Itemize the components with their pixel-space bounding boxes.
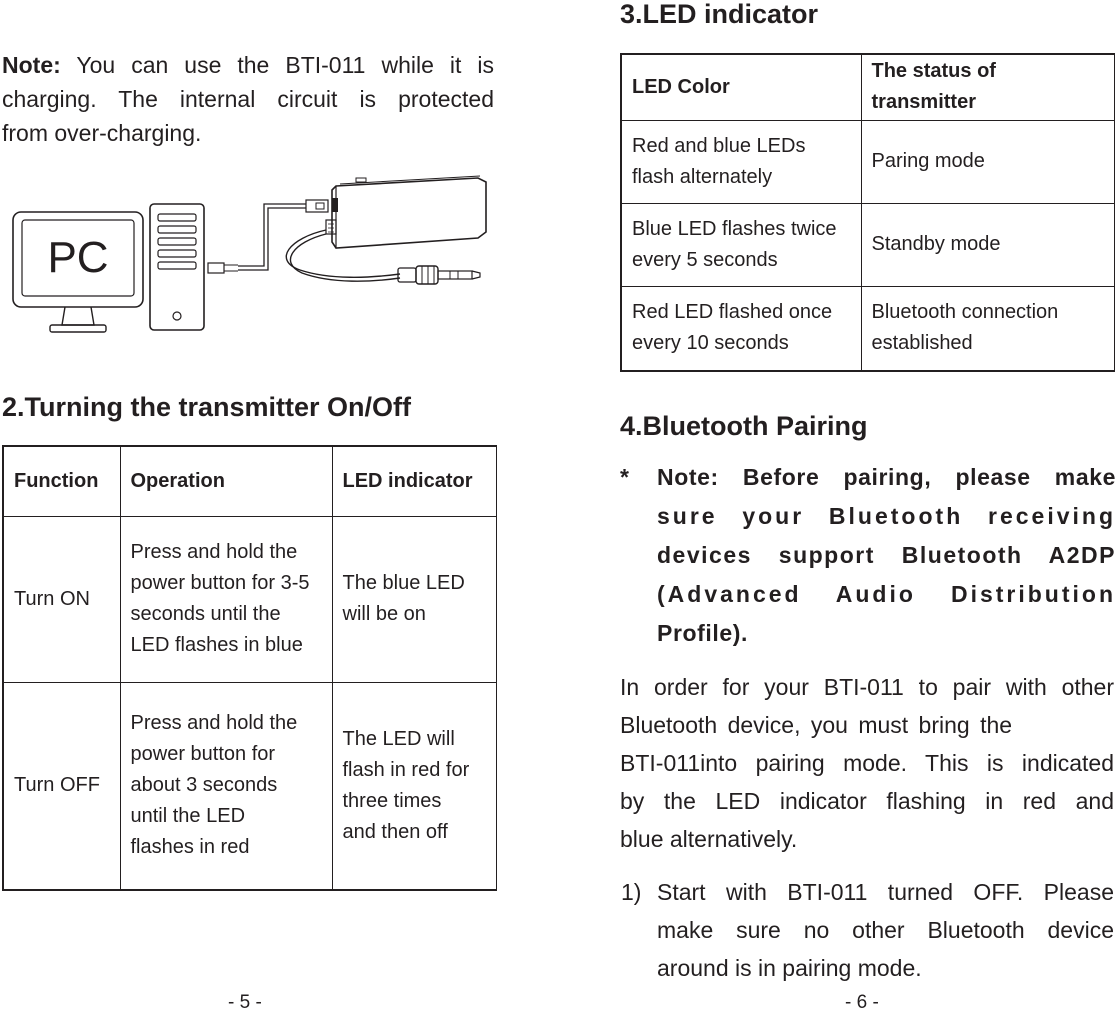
text-line: power button for 3-5 <box>130 572 310 594</box>
section-4-heading: 4.Bluetooth Pairing <box>620 411 868 441</box>
row-function-turn-off: Turn OFF <box>3 682 120 890</box>
led-indicator-table <box>620 53 1115 372</box>
text-line: LED flashes in blue <box>130 634 303 656</box>
pairing-intro-paragraph <box>620 668 1114 858</box>
note-line-2: charging. The internal circuit is protected <box>2 86 494 112</box>
text-line: Start with BTI-011 turned OFF. Please <box>657 879 1114 905</box>
table-row <box>621 120 1114 203</box>
text-line: flashes in red <box>130 836 250 859</box>
note-line-3: from over-charging. <box>2 120 202 146</box>
header-transmitter-status <box>861 54 1114 120</box>
usb-cable-icon <box>208 200 328 273</box>
row-led-color <box>621 286 861 371</box>
text-line: Red and blue LEDs <box>632 134 806 157</box>
text-line: power button for <box>130 743 276 766</box>
text-line: The blue LED <box>342 572 465 594</box>
header-function: Function <box>3 446 120 516</box>
text-line: BTI-011into pairing mode. This is indicated <box>620 750 1114 776</box>
text-line: In order for your BTI-011 to pair with other <box>620 674 1114 700</box>
audio-cable-icon <box>286 220 480 284</box>
text-line: every 5 seconds <box>632 248 778 271</box>
text-line: Red LED flashed once <box>632 301 833 324</box>
text-line: Bluetooth device, you must bring the <box>620 712 1013 738</box>
onoff-table-header-row <box>3 446 496 516</box>
text-line: make sure no other Bluetooth device <box>657 917 1114 943</box>
text-line: Note: Before pairing, please make <box>657 464 1116 490</box>
section-2-heading: 2.Turning the transmitter On/Off <box>2 392 412 422</box>
page-number-right: - 6 - <box>845 992 879 1013</box>
text-line: about 3 seconds <box>130 774 278 797</box>
led-table-header-row <box>621 54 1114 120</box>
text-line: transmitter <box>871 91 976 114</box>
text-line: The LED will <box>342 727 455 750</box>
text-line: by the LED indicator flashing in red and <box>620 788 1114 814</box>
row-led <box>332 682 496 890</box>
page-number-left: - 5 - <box>228 992 262 1013</box>
header-led-indicator: LED indicator <box>332 446 496 516</box>
note-line-1-text: You can use the BTI-011 while it is <box>76 52 494 78</box>
text-line: around is in pairing mode. <box>657 955 922 981</box>
table-row <box>3 516 496 682</box>
row-status: Standby mode <box>861 203 1114 286</box>
text-line: until the LED <box>130 805 246 828</box>
text-line: Profile). <box>657 620 749 646</box>
computer-tower-icon <box>150 204 204 330</box>
text-line: Press and hold the <box>130 712 298 735</box>
table-row <box>621 286 1114 371</box>
row-status: Paring mode <box>861 120 1114 203</box>
text-line: established <box>871 332 973 355</box>
header-led-color: LED Color <box>621 54 861 120</box>
text-line: blue alternatively. <box>620 826 798 852</box>
text-line: Bluetooth connection <box>871 301 1059 324</box>
text-line: seconds until the <box>130 603 281 625</box>
table-row <box>3 682 496 890</box>
text-line: devices support Bluetooth A2DP <box>657 542 1116 568</box>
row-led <box>332 516 496 682</box>
text-line: every 10 seconds <box>632 332 789 355</box>
text-line: (Advanced Audio Distribution <box>657 581 1116 607</box>
section-3-heading: 3.LED indicator <box>620 0 819 29</box>
text-line: flash in red for <box>342 758 470 781</box>
row-function-turn-on: Turn ON <box>3 516 120 682</box>
pairing-note-text <box>657 458 1116 653</box>
monitor-label: PC <box>47 233 109 282</box>
text-line: will be on <box>342 603 426 625</box>
text-line: The status of <box>871 60 996 83</box>
monitor-icon <box>13 212 143 332</box>
row-led-color <box>621 120 861 203</box>
pc-connection-illustration <box>10 170 490 340</box>
note-label: Note: <box>2 52 61 78</box>
row-led-color <box>621 203 861 286</box>
note-line-1 <box>2 48 494 82</box>
text-line: flash alternately <box>632 165 773 188</box>
text-line: Press and hold the <box>130 541 298 563</box>
onoff-table <box>2 445 497 891</box>
text-line: sure your Bluetooth receiving <box>657 503 1116 529</box>
transmitter-device-icon <box>332 176 486 248</box>
text-line: and then off <box>342 820 448 843</box>
row-operation <box>120 682 332 890</box>
row-operation <box>120 516 332 682</box>
note-asterisk: * <box>620 464 629 490</box>
header-operation: Operation <box>120 446 332 516</box>
text-line: three times <box>342 789 442 812</box>
table-row <box>621 203 1114 286</box>
row-status <box>861 286 1114 371</box>
step-1-text <box>657 873 1114 987</box>
text-line: Blue LED flashes twice <box>632 217 837 240</box>
note-paragraph <box>2 48 494 150</box>
step-1-number: 1) <box>621 879 642 905</box>
